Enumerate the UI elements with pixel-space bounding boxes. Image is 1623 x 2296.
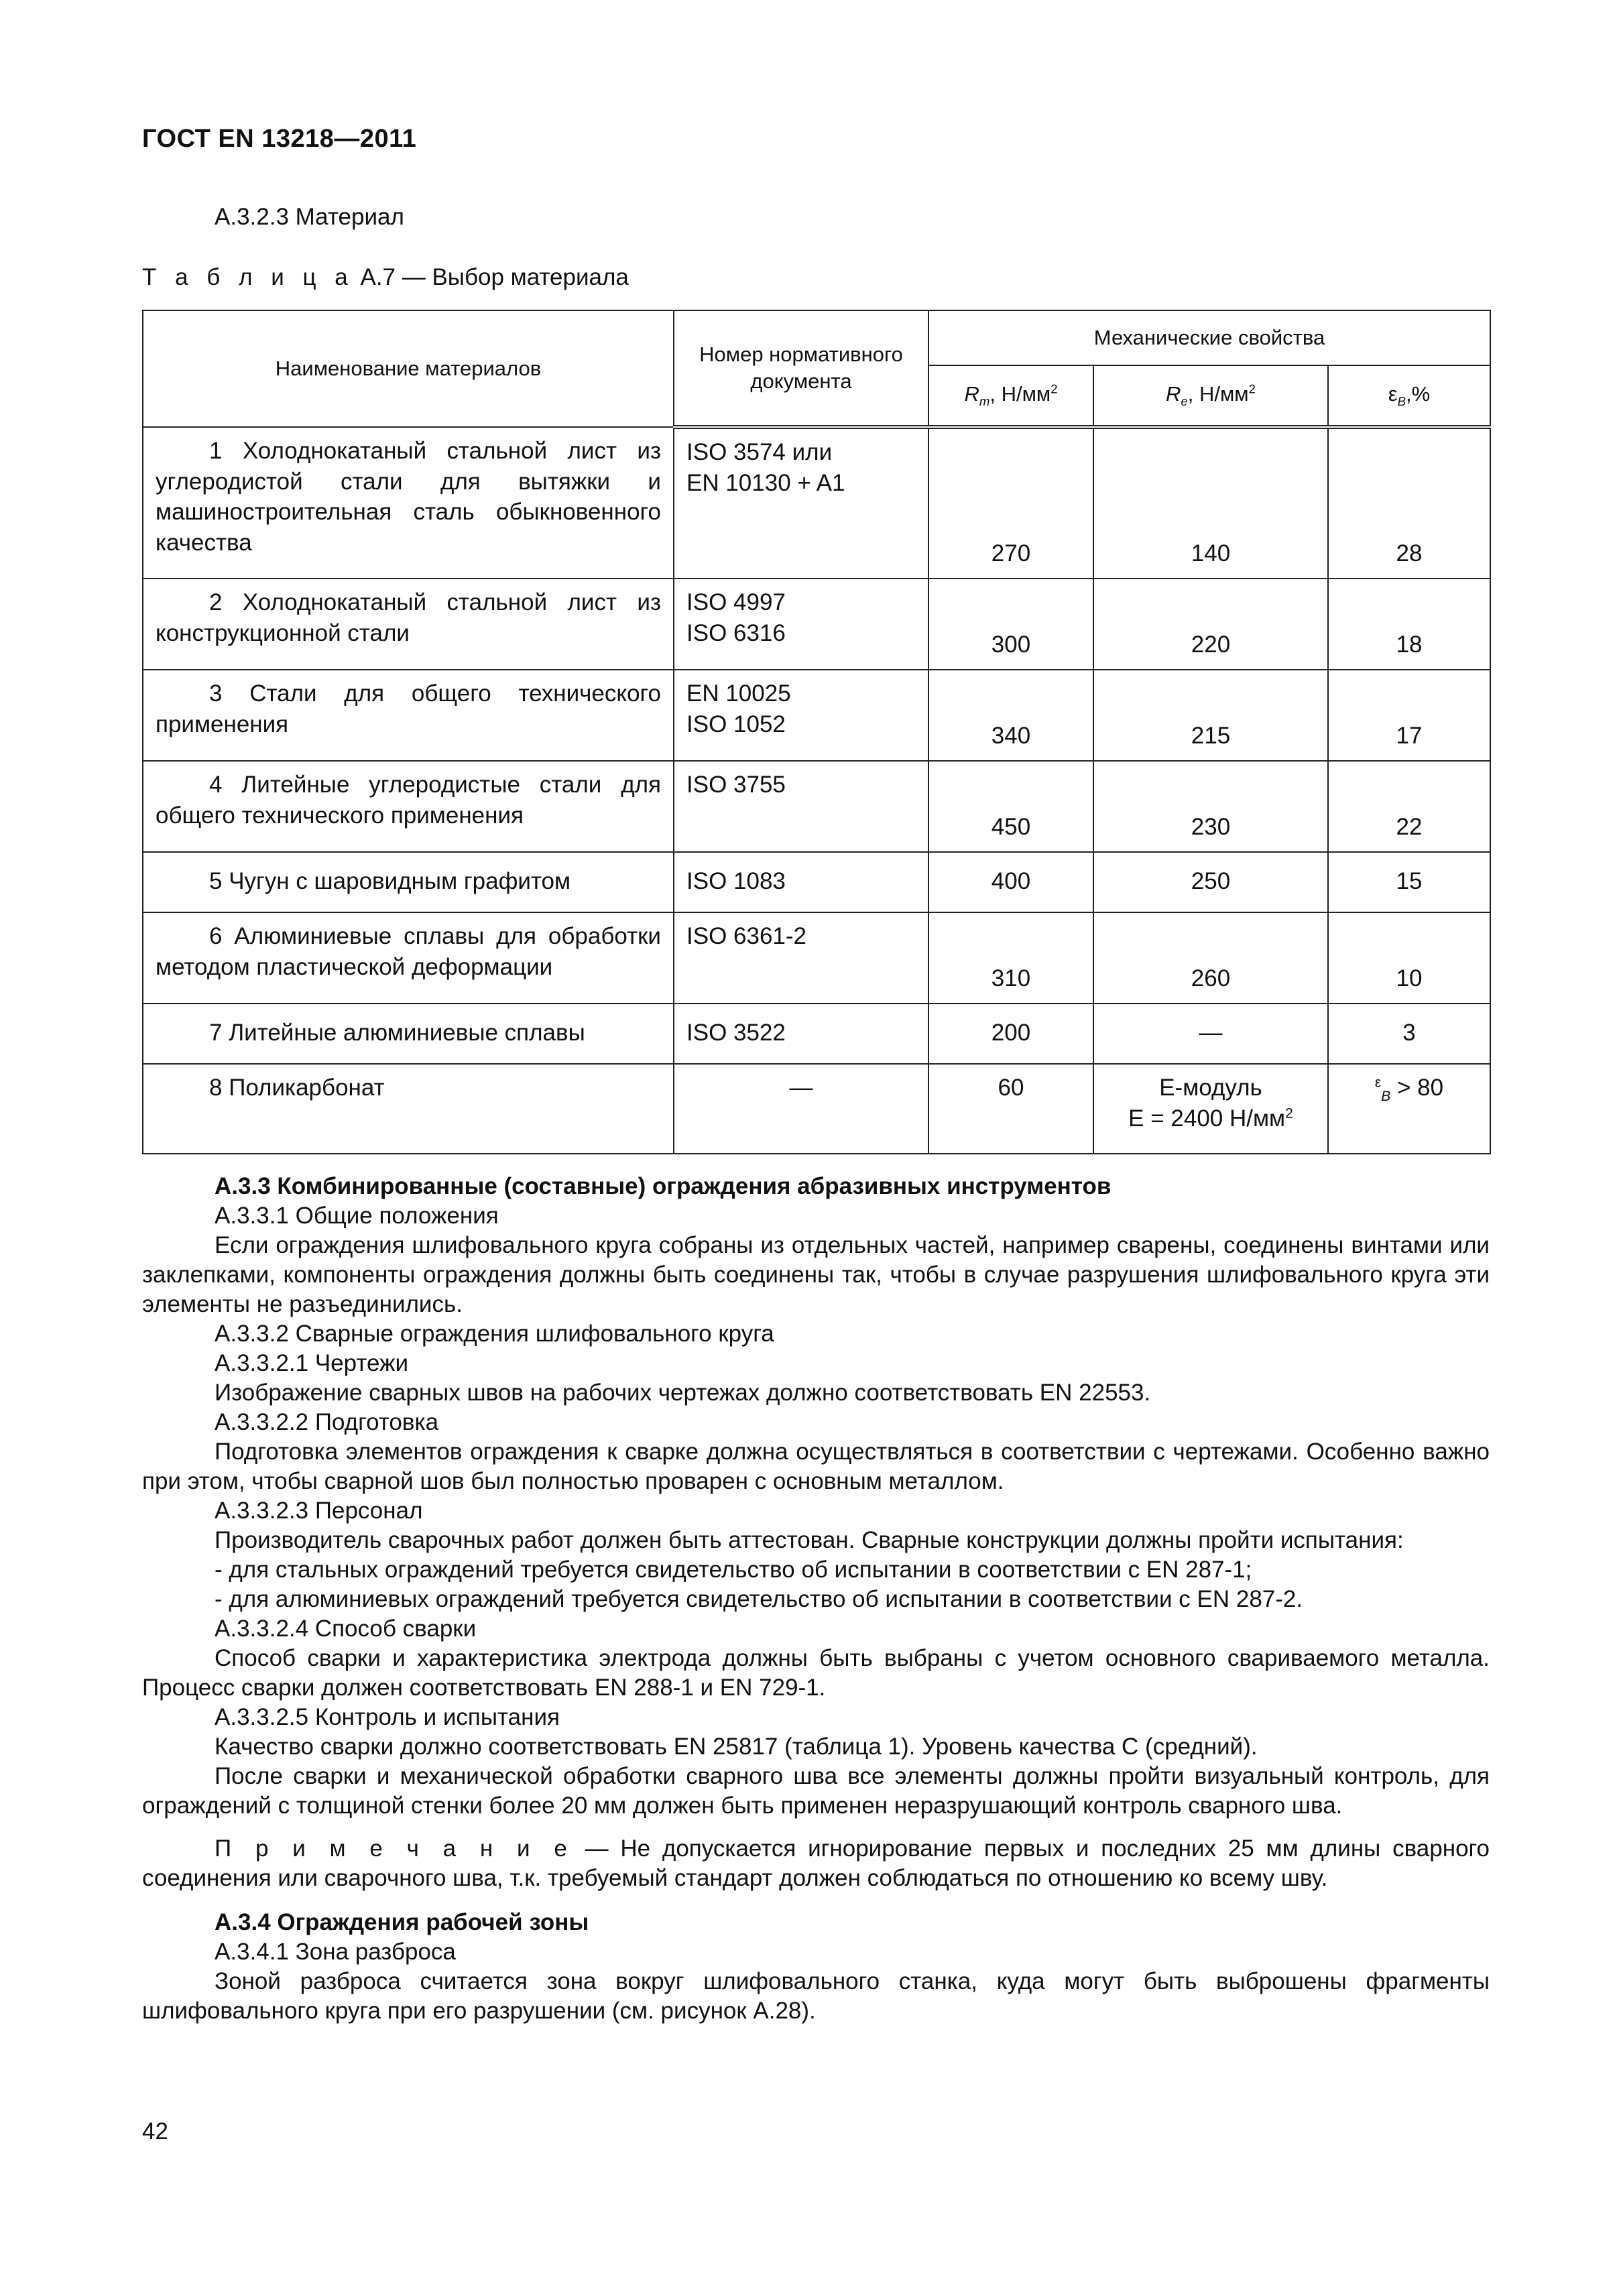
paragraph: Способ сварки и характеристика электрода должны быть выбраны с учетом основного свариваемого металла. Процесс сварки должен соответствовать EN 288-1 и EN 729-1. (142, 1645, 1490, 1701)
re-value: 230 (1093, 761, 1328, 852)
table-caption (142, 264, 629, 291)
section-a341-heading: А.3.4.1 Зона разброса (215, 1939, 456, 1965)
header-mechanical-properties: Механические свойства (928, 310, 1490, 365)
rm-value: 310 (928, 912, 1093, 1004)
header-rm: $R_m$, $Н/мм^2$ (928, 365, 1093, 427)
re-value: 260 (1093, 912, 1328, 1004)
section-a3323-heading: А.3.3.2.3 Персонал (215, 1498, 423, 1524)
document-number: EN 10025 ISO 1052 (674, 670, 928, 761)
header-elongation: $\varepsilon_B,\%$ (1328, 365, 1490, 427)
section-a33-title: А.3.3 Комбинированные (составные) ограждения абразивных инструментов (215, 1173, 1111, 1199)
rm-value: 300 (928, 579, 1093, 670)
section-a3322-heading: А.3.3.2.2 Подготовка (215, 1409, 439, 1435)
section-a332-heading: А.3.3.2 Сварные ограждения шлифовального круга (215, 1321, 774, 1347)
paragraph: После сварки и механической обработки сварного шва все элементы должны пройти визуальный контроль, для ограждений с толщиной стенки более 20 мм должен быть применен неразрушающий контроль сварного шва. (142, 1763, 1490, 1819)
material-name: 1 Холоднокатаный стальной лист из углеродистой стали для вытяжки и машиностроительная сталь обыкновенного качества (143, 427, 674, 579)
material-name: 7 Литейные алюминиевые сплавы (143, 1004, 674, 1064)
table-row (143, 579, 1490, 670)
elongation-value: 28 (1328, 427, 1490, 579)
header-material-name: Наименование материалов (143, 310, 674, 427)
rm-value: 200 (928, 1004, 1093, 1064)
table-row (143, 427, 1490, 579)
elongation-value: 10 (1328, 912, 1490, 1004)
note-text: — Не допускается игнорирование первых и последних 25 мм длины сварного соединения или сварочного шва, т.к. требуемый стандарт должен соблюдаться по отношению ко всему шву. (142, 1835, 1490, 1891)
page-number: 42 (142, 2118, 168, 2144)
body-text (142, 1172, 1490, 2026)
re-value: 250 (1093, 852, 1328, 912)
section-a331-heading: А.3.3.1 Общие положения (215, 1203, 499, 1229)
document-number: ISO 3574 или EN 10130 + A1 (674, 427, 928, 579)
document-number: ISO 3755 (674, 761, 928, 852)
elongation-value: 22 (1328, 761, 1490, 852)
standard-title: ГОСТ EN 13218—2011 (142, 125, 417, 153)
re-value: — (1093, 1004, 1328, 1064)
table-row (143, 852, 1490, 912)
section-a3325-heading: А.3.3.2.5 Контроль и испытания (215, 1704, 560, 1730)
table-row (143, 1064, 1490, 1154)
elongation-value: 18 (1328, 579, 1490, 670)
material-name: 4 Литейные углеродистые стали для общего технического применения (143, 761, 674, 852)
list-item: - для алюминиевых ограждений требуется свидетельство об испытании в соответствии с EN 287-2. (215, 1586, 1303, 1612)
re-value: 140 (1093, 427, 1328, 579)
paragraph: Качество сварки должно соответствовать EN 25817 (таблица 1). Уровень качества С (средний). (215, 1734, 1258, 1760)
rm-value: 340 (928, 670, 1093, 761)
paragraph: Зоной разброса считается зона вокруг шлифовального станка, куда могут быть выброшены фрагменты шлифовального круга при его разрушении (см. рисунок А.28). (142, 1968, 1490, 2024)
elongation-value: 3 (1328, 1004, 1490, 1064)
elongation-value: 15 (1328, 852, 1490, 912)
materials-table (142, 310, 1491, 1154)
table-row (143, 1004, 1490, 1064)
elongation-value: 17 (1328, 670, 1490, 761)
rm-value: 270 (928, 427, 1093, 579)
table-caption-title: А.7 — Выбор материала (360, 264, 629, 290)
rm-value: 400 (928, 852, 1093, 912)
table-row (143, 670, 1490, 761)
rm-value: 60 (928, 1064, 1093, 1154)
paragraph: Изображение сварных швов на рабочих чертежах должно соответствовать EN 22553. (215, 1380, 1151, 1406)
re-value: 220 (1093, 579, 1328, 670)
paragraph: Если ограждения шлифовального круга собраны из отдельных частей, например сварены, соединены винтами или заклепками, компоненты ограждения должны быть соединены так, чтобы в случае разрушения шлифовального круга эти элементы не разъединились. (142, 1232, 1490, 1317)
section-a3324-heading: А.3.3.2.4 Способ сварки (215, 1616, 477, 1642)
document-number: ISO 6361-2 (674, 912, 928, 1004)
document-number: ISO 3522 (674, 1004, 928, 1064)
section-a323-heading: А.3.2.3 Материал (215, 204, 404, 230)
header-re: $R_e$, $Н/мм^2$ (1093, 365, 1328, 427)
section-a34-title: А.3.4 Ограждения рабочей зоны (215, 1909, 589, 1935)
material-name: 3 Стали для общего технического применения (143, 670, 674, 761)
document-number: ISO 4997 ISO 6316 (674, 579, 928, 670)
material-name: 2 Холоднокатаный стальной лист из конструкционной стали (143, 579, 674, 670)
note (142, 1834, 1490, 1893)
note-label: П р и м е ч а н и е (215, 1835, 573, 1862)
rm-value: 450 (928, 761, 1093, 852)
table-caption-prefix: Т а б л и ц а (142, 264, 354, 290)
document-number: — (674, 1064, 928, 1154)
material-name: 8 Поликарбонат (143, 1064, 674, 1154)
table-row (143, 912, 1490, 1004)
re-value: 215 (1093, 670, 1328, 761)
list-item: - для стальных ограждений требуется свидетельство об испытании в соответствии с EN 287-1; (215, 1557, 1252, 1583)
paragraph: Производитель сварочных работ должен быть аттестован. Сварные конструкции должны пройти испытания: (215, 1527, 1404, 1553)
material-name: 5 Чугун с шаровидным графитом (143, 852, 674, 912)
section-a3321-heading: А.3.3.2.1 Чертежи (215, 1350, 408, 1376)
header-document-number: Номер нормативного документа (674, 310, 928, 427)
paragraph: Подготовка элементов ограждения к сварке должна осуществляться в соответствии с чертежами. Особенно важно при этом, чтобы сварной шов был полностью проварен с основным металлом. (142, 1439, 1490, 1494)
document-number: ISO 1083 (674, 852, 928, 912)
re-value: Е-модуль Е = 2400 $Н/мм^2$ (1093, 1064, 1328, 1154)
elongation-value: $^\varepsilon_B$ > 80 (1328, 1064, 1490, 1154)
table-row (143, 761, 1490, 852)
material-name: 6 Алюминиевые сплавы для обработки методом пластической деформации (143, 912, 674, 1004)
